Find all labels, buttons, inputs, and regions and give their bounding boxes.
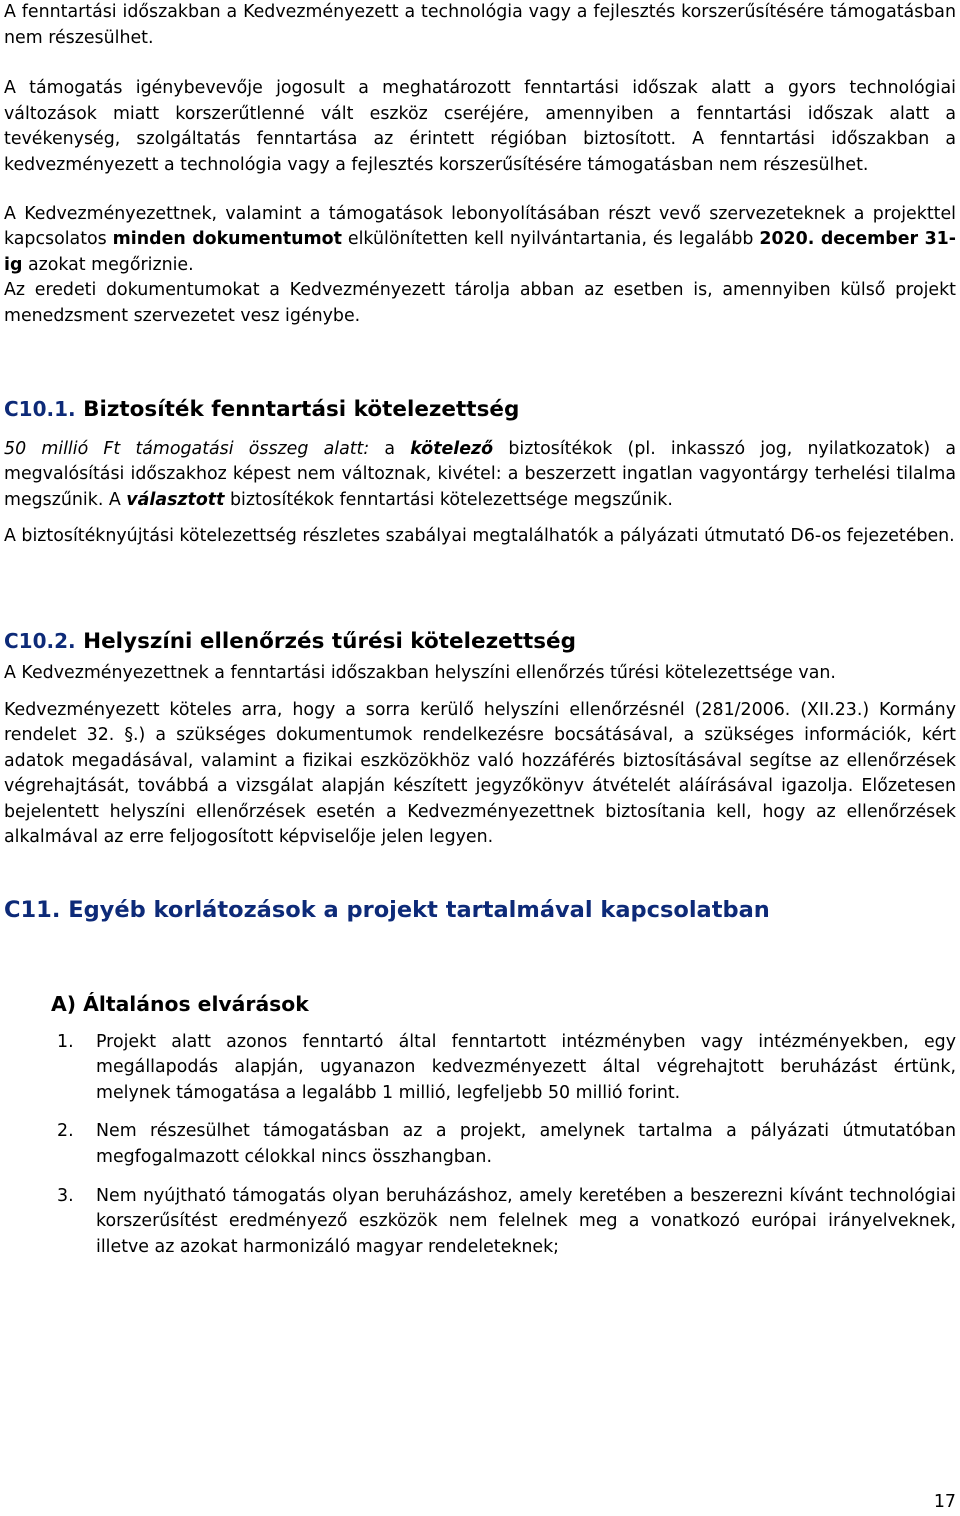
list-item [4, 1119, 956, 1170]
intro-paragraph-2-text-b: A fenntartási időszakban a kedvezményezett a technológia vagy a fejlesztés korszerűsítésére támogatásban nem részesülhet. [4, 129, 956, 175]
document-page [4, 0, 956, 1260]
list-item-number: 2. [57, 1121, 74, 1142]
list-item-number: 1. [57, 1031, 74, 1052]
section-c10-2-number: C10.2. [4, 628, 76, 653]
list-item-number: 3. [57, 1185, 74, 1206]
section-c10-1-number: C10.1. [4, 396, 76, 421]
intro-paragraph-3-bold-2: 2020. december 31-ig [4, 229, 956, 275]
section-c10-1-title: Biztosíték fenntartási kötelezettség [75, 396, 520, 422]
c10-1-paragraph-1-text-c: biztosítékok fenntartási kötelezettsége megszűnik. [224, 489, 673, 510]
c10-1-paragraph-1-text-b: biztosítékok (pl. inkasszó jog, nyilatkozatok) a megvalósítási időszakhoz képest nem változnak, kivétel: a beszerzett ingatlan vagyontárgy terhelési tilalma megszűnik. A [4, 438, 957, 510]
intro-paragraph-1: A fenntartási időszakban a Kedvezményezett a technológia vagy a fejlesztés korszerűsítésére támogatásban nem részesülhet. [4, 2, 956, 48]
c10-2-paragraph-2: Kedvezményezett köteles arra, hogy a sorra kerülő helyszíni ellenőrzésnél (281/2006. (XII.23.) Kormány rendelet 32. §.) a szükséges dokumentumok rendelkezésre bocsátásával, a szükséges információk, kért adatok megadásával, valamint a fizikai eszközökhöz való hozzáférés biztosításával segítse az ellenőrzések végrehajtását, továbbá a vizsgálat alapján készített jegyzőkönyv átvételét aláírásával igazolja. Előzetesen bejelentett helyszíni ellenőrzések esetén a Kedvezményezettnek biztosítania kell, hogy az ellenőrzések alkalmával az erre feljogosított képviselője jelen legyen. [4, 699, 956, 848]
intro-paragraph-3-bold-1: minden dokumentumot [112, 229, 342, 250]
section-c11-heading: C11. Egyéb korlátozások a projekt tartalmával kapcsolatban [4, 897, 770, 924]
list-item-text: Nem nyújtható támogatás olyan beruházáshoz, amely keretében a beszerezni kívánt technológiai korszerűsítést eredményező eszközök nem felelnek meg a vonatkozó európai irányelveknek, illetve az azokat harmonizáló magyar rendeleteknek; [96, 1185, 956, 1257]
section-c10-1-heading [4, 394, 956, 425]
list-item-text: Nem részesülhet támogatásban az a projekt, amelynek tartalma a pályázati útmutatóban megfogalmazott célokkal nincs összhangban. [96, 1121, 956, 1168]
c10-1-paragraph-1-bold-italic-2: választott [126, 489, 225, 510]
intro-paragraph-3 [4, 202, 956, 279]
c11-list [4, 1030, 956, 1261]
c10-1-paragraph-1 [4, 437, 956, 514]
page-number: 17 [933, 1492, 956, 1512]
intro-paragraph-2-text-a: A támogatás igénybevevője jogosult a meghatározott fenntartási időszak alatt a gyors technológiai változások miatt korszerűtlenné vált eszköz cseréjére, amennyiben a fenntartási időszak alatt a tevékenység, szolgáltatás fenntartása az érintett régióban biztosított. [4, 78, 956, 150]
section-c10-2-title: Helyszíni ellenőrzés tűrési kötelezettség [75, 628, 577, 654]
c10-2-paragraph-1: A Kedvezményezettnek a fenntartási időszakban helyszíni ellenőrzés tűrési kötelezettsége van. [4, 662, 836, 683]
list-item [4, 1030, 956, 1107]
list-item [4, 1184, 956, 1261]
intro-paragraph-2 [4, 76, 956, 178]
c10-1-paragraph-1-bold-italic: kötelező [410, 438, 494, 459]
intro-paragraph-3-text-c: azokat megőriznie. [22, 254, 194, 275]
c11-subheading: A) Általános elvárások [51, 992, 309, 1017]
c10-1-paragraph-1-italic: 50 millió Ft támogatási összeg alatt: [4, 438, 370, 459]
c10-1-paragraph-2: A biztosítéknyújtási kötelezettség részletes szabályai megtalálhatók a pályázati útmutató D6-os fejezetében. [4, 526, 955, 547]
section-c10-2-heading [4, 626, 956, 657]
intro-paragraph-3-text-b: elkülönítetten kell nyilvántartania, és legalább [341, 229, 760, 250]
intro-paragraph-4: Az eredeti dokumentumokat a Kedvezményezett tárolja abban az esetben is, amennyiben külső projekt menedzsment szervezetet vesz igénybe. [4, 280, 956, 326]
list-item-text: Projekt alatt azonos fenntartó által fenntartott intézményben vagy intézményekben, egy megállapodás alapján, ugyanazon kedvezményezett által végrehajtott beruházást értünk, melynek támogatása a legalább 1 millió, legfeljebb 50 millió forint. [96, 1031, 956, 1103]
intro-paragraph-3-text-a: A Kedvezményezettnek, valamint a támogatások lebonyolításában részt vevő szervezeteknek a projekttel kapcsolatos [4, 203, 956, 250]
c10-1-paragraph-1-text-a: a [369, 438, 411, 459]
